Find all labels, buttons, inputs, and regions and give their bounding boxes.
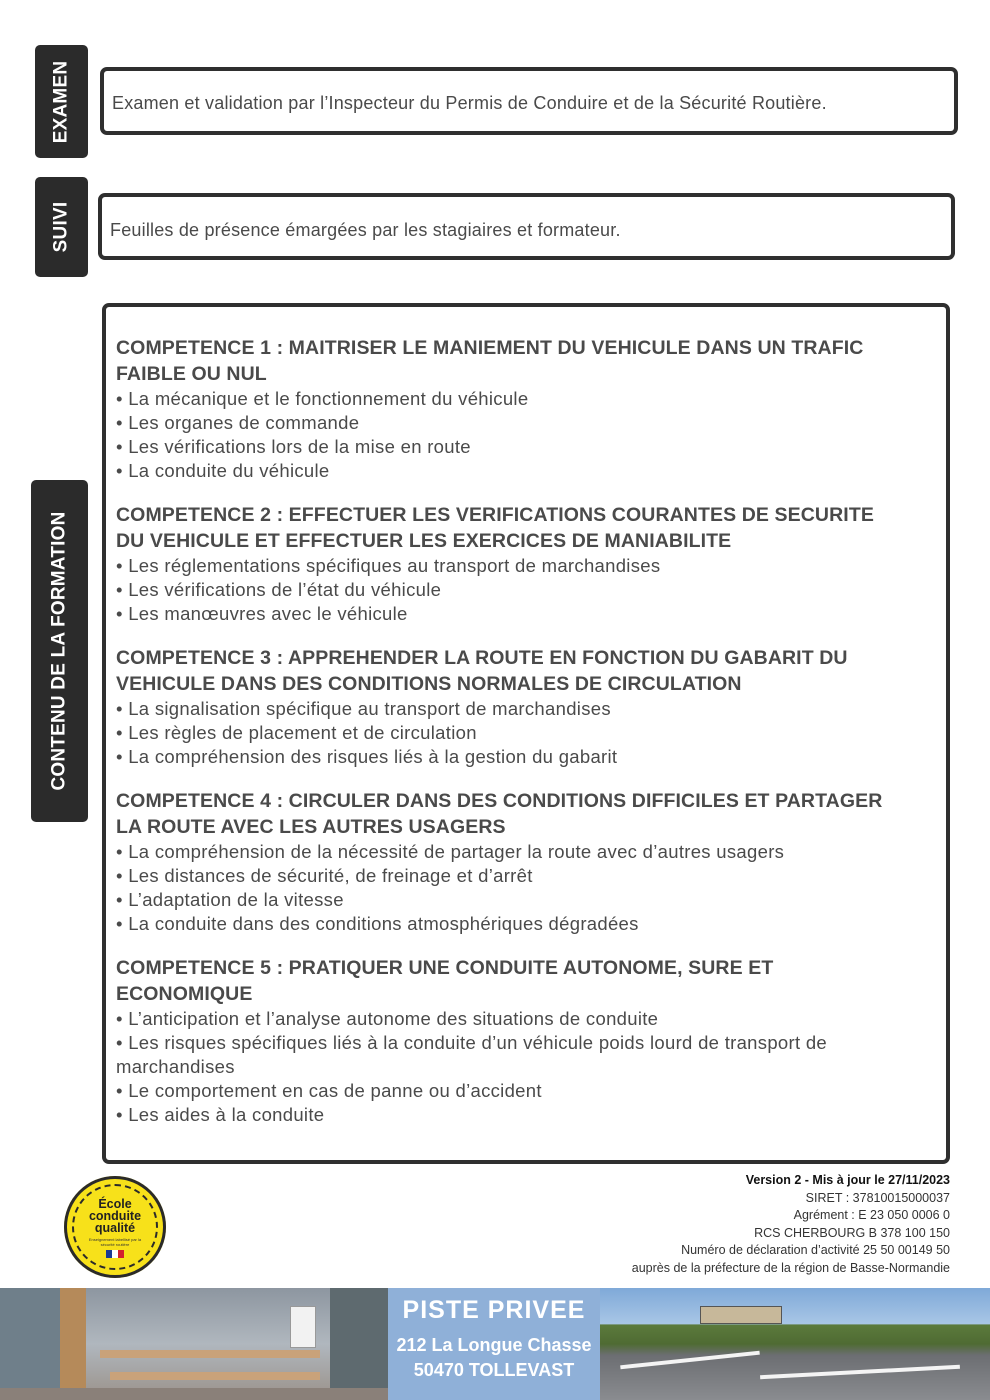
badge-line: École (98, 1197, 132, 1211)
competence-title: DU VEHICULE ET EFFECTUER LES EXERCICES DE MANIABILITE (116, 530, 732, 552)
tab-suivi (35, 177, 88, 277)
version-text: Version 2 - Mis à jour le 27/11/2023 (745, 1173, 950, 1187)
competence-3 (116, 645, 936, 769)
tab-contenu-label: CONTENU DE LA FORMATION (48, 511, 70, 791)
agrement-text: Agrément : E 23 050 0006 0 (793, 1208, 950, 1223)
competence-title: LA ROUTE AVEC LES AUTRES USAGERS (116, 816, 506, 838)
list-item: • Les aides à la conduite (116, 1104, 325, 1125)
piste-address: 212 La Longue Chasse (396, 1335, 592, 1355)
list-item: • Les risques spécifiques liés à la conduite d’un véhicule poids lourd de transport de (116, 1032, 828, 1053)
competence-title: VEHICULE DANS DES CONDITIONS NORMALES DE CIRCULATION (116, 673, 742, 695)
classroom-photo (0, 1288, 388, 1400)
list-item: • L’adaptation de la vitesse (116, 889, 344, 910)
competence-title: COMPETENCE 5 : PRATIQUER UNE CONDUITE AUTONOME, SURE ET (116, 957, 774, 979)
footer-strip (0, 1288, 990, 1400)
competence-2 (116, 502, 936, 626)
ecole-conduite-qualite-badge-icon (64, 1176, 166, 1278)
competence-1 (116, 335, 936, 483)
suivi-text: Feuilles de présence émargées par les stagiaires et formateur. (110, 220, 621, 240)
piste-privee-banner (388, 1288, 600, 1400)
piste-city: 50470 TOLLEVAST (413, 1360, 575, 1380)
examen-box (100, 67, 958, 135)
examen-text: Examen et validation par l’Inspecteur du Permis de Conduire et de la Sécurité Routière. (112, 93, 827, 113)
list-item: • Les distances de sécurité, de freinage et d’arrêt (116, 865, 533, 886)
declaration-text: Numéro de déclaration d’activité 25 50 00149 50 (681, 1243, 950, 1258)
badge-line: conduite (88, 1209, 142, 1223)
list-item: • La compréhension de la nécessité de partager la route avec d’autres usagers (116, 841, 785, 862)
piste-title: PISTE PRIVEE (402, 1296, 586, 1324)
french-flag-icon (106, 1250, 124, 1258)
list-item: • La compréhension des risques liés à la gestion du gabarit (116, 746, 618, 767)
tab-examen (35, 45, 88, 158)
tab-suivi-label: SUIVI (50, 201, 72, 253)
competence-title: COMPETENCE 1 : MAITRISER LE MANIEMENT DU VEHICULE DANS UN TRAFIC (116, 337, 864, 359)
tab-examen-label: EXAMEN (50, 60, 72, 143)
tab-contenu (31, 480, 88, 822)
list-item: • L’anticipation et l’analyse autonome des situations de conduite (116, 1008, 659, 1029)
list-item: • La signalisation spécifique au transport de marchandises (116, 698, 611, 719)
list-item: • La mécanique et le fonctionnement du véhicule (116, 388, 529, 409)
rcs-text: RCS CHERBOURG B 378 100 150 (754, 1225, 950, 1240)
siret-text: SIRET : 37810015000037 (805, 1190, 950, 1205)
list-item: • Les règles de placement et de circulation (116, 722, 477, 743)
list-item: marchandises (116, 1056, 235, 1077)
prefecture-text: auprès de la préfecture de la région de Basse-Normandie (631, 1260, 950, 1275)
list-item: • Les manœuvres avec le véhicule (116, 603, 408, 624)
competence-title: COMPETENCE 2 : EFFECTUER LES VERIFICATIONS COURANTES DE SECURITE (116, 504, 874, 526)
competence-title: FAIBLE OU NUL (116, 363, 267, 385)
list-item: • Les réglementations spécifiques au transport de marchandises (116, 555, 661, 576)
competence-title: COMPETENCE 3 : APPREHENDER LA ROUTE EN FONCTION DU GABARIT DU (116, 647, 848, 669)
badge-subtitle: Enseignement labellisé par la sécurité routière (88, 1237, 142, 1247)
list-item: • Les vérifications lors de la mise en route (116, 436, 471, 457)
competences-list (106, 307, 946, 1127)
contenu-box (102, 303, 950, 1164)
list-item: • Le comportement en cas de panne ou d’accident (116, 1080, 542, 1101)
competence-4 (116, 788, 936, 936)
list-item: • La conduite dans des conditions atmosphériques dégradées (116, 913, 639, 934)
list-item: • La conduite du véhicule (116, 460, 330, 481)
competence-5 (116, 955, 936, 1127)
competence-title: COMPETENCE 4 : CIRCULER DANS DES CONDITIONS DIFFICILES ET PARTAGER (116, 790, 883, 812)
list-item: • Les organes de commande (116, 412, 360, 433)
badge-line: qualité (94, 1221, 136, 1235)
competence-title: ECONOMIQUE (116, 983, 253, 1005)
company-info (632, 1172, 950, 1278)
list-item: • Les vérifications de l’état du véhicule (116, 579, 442, 600)
suivi-box (98, 193, 955, 260)
track-photo (600, 1288, 990, 1400)
